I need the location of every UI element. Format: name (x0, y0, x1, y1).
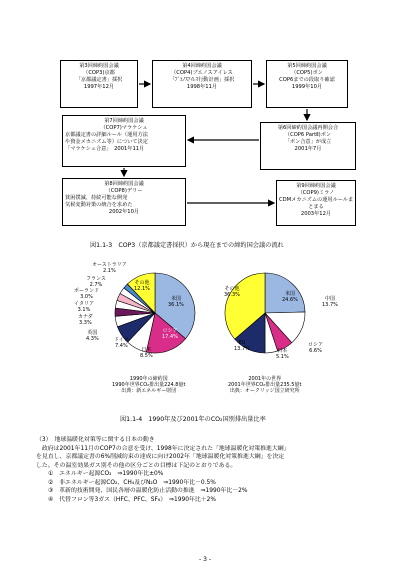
pie1-label-usa: 米国 36.1% (168, 296, 184, 308)
figure-caption-2: 図1.1-4 1990年及び2001年のCO₂国別排出量比率 (120, 416, 266, 423)
target-item-3: ③ 革新的技術開発、国民各層の温暖化防止活動の推進 ⇒1990年比－2% (48, 488, 248, 494)
pie1-label-australia: オーストラリア 2.1% (92, 262, 127, 274)
flow-box-cop3: 第3回締約国会議 （COP3)京都 「京都議定書」採択 1997年12月 (60, 60, 138, 108)
pie1-label-poland: ポーランド 3.0% (74, 288, 100, 300)
pie1-label-russia: ロシア 17.4% (162, 328, 178, 340)
flow-box-cop7: 第7回締約国会議 （COP7)マラケシュ 京都議定書の詳細ルール（運用方法 や資金メカニズム等）について決定 「マラケシュ合意」 2001年11月 (62, 115, 186, 167)
pie2-label-japan: 日本 5.1% (276, 348, 289, 360)
page-number: - 3 - (199, 556, 211, 563)
pie1-caption: 1990年の締約国 1990年世界CO₂排出量224.8億t 出典：新エネルギー財団 (112, 376, 186, 394)
figure-caption-1: 図1.1-3 COP3（京都議定書採択）から現在までの締約国会議の流れ (90, 242, 284, 249)
pie-chart-1990 (0, 258, 410, 378)
target-item-4: ④ 代替フロン等3ガス（HFC、PFC、SF₆） ⇒1990年比＋2% (48, 496, 216, 503)
pie1-label-japan: 日本 8.5% (140, 347, 153, 359)
pie1-label-other: その他 12.1% (134, 280, 150, 292)
target-item-1: ① エネルギー起源CO₂ ⇒1990年比±0% (48, 471, 164, 477)
flow-box-cop5: 第5回締約国会議 （COP5)ボン COP6までの段取り確認 1999年10月 (266, 60, 348, 108)
pie1-label-uk: 英国 4.3% (86, 330, 99, 342)
flow-box-cop9: 第9回締約国会議 （COP9)ミラノ CDMメカニズムの運用ルールま とまる 2003年12月 (276, 180, 356, 226)
pie1-label-canada: カナダ 3.3% (78, 314, 93, 326)
pie1-label-germany: ドイツ 7.4% (114, 337, 129, 349)
flow-arrows (0, 0, 410, 240)
pie2-label-russia: ロシア 6.6% (308, 342, 324, 354)
pie2-label-other: その他 36.3% (224, 286, 240, 298)
flow-box-cop8: 第8回締約国会議 （COP8)デリー 貧困撲滅、持続可能な開発 気候変動対策の統合を求めた 2002年10月 (62, 178, 186, 226)
section-heading: （3） 地球温暖化対策等に関する日本の動き (36, 437, 155, 443)
target-item-2: ② 非エネルギー起源CO₂、CH₄及びN₂O ⇒1990年比－0.5% (48, 479, 216, 486)
pie1-label-italy: イタリア 3.1% (74, 301, 95, 313)
pie2-label-china: 中国 13.7% (322, 296, 338, 308)
section-body: （3） 地球温暖化対策等に関する日本の動き 政府は2001年11月のCOP7の合意を受け、1998年に決定された「地球温暖化対策推進大綱」 を見直し、京都議定書の6%削減約束の達成に向け2002年「地球温暖化対策推進大綱」を決定 した。その温室効果ガス別その他の区分ごとの目標は下記のとおりである。 ① エネルギー起源CO₂ ⇒1990年比±0% ② 非エネルギー起源CO₂、CH₄及びN₂O ⇒1990年比－0.5% ③ 革新的技術開発、国民各層の温暖化防止活動の推進 ⇒1990年比－2% ④ 代替フロン等3ガス（HFC、PFC、SF₆） ⇒1990年比＋2% (36, 436, 386, 504)
pie2-label-eu: EU 13.7% (234, 340, 250, 352)
pie1-label-france: フランス 2.7% (86, 276, 106, 288)
pie2-label-usa: 米国 24.6% (282, 291, 298, 303)
pie2-caption: 2001年の世界 2001年世界CO₂排出量235.5億t 出典：オークリッジ国立研究所 (228, 376, 302, 394)
flow-box-cop4: 第4回締約国会議 （COP4)ブエノスアイレス 「ﾌﾞｴﾉｽｱｲﾚｽ行動計画」採択 1998年11月 (152, 60, 252, 108)
flow-box-cop6: 第6回締約国会議再開会合 （COP6 PartⅡ)ボン 「ボン合意」が成立 2001年7月 (260, 122, 356, 170)
